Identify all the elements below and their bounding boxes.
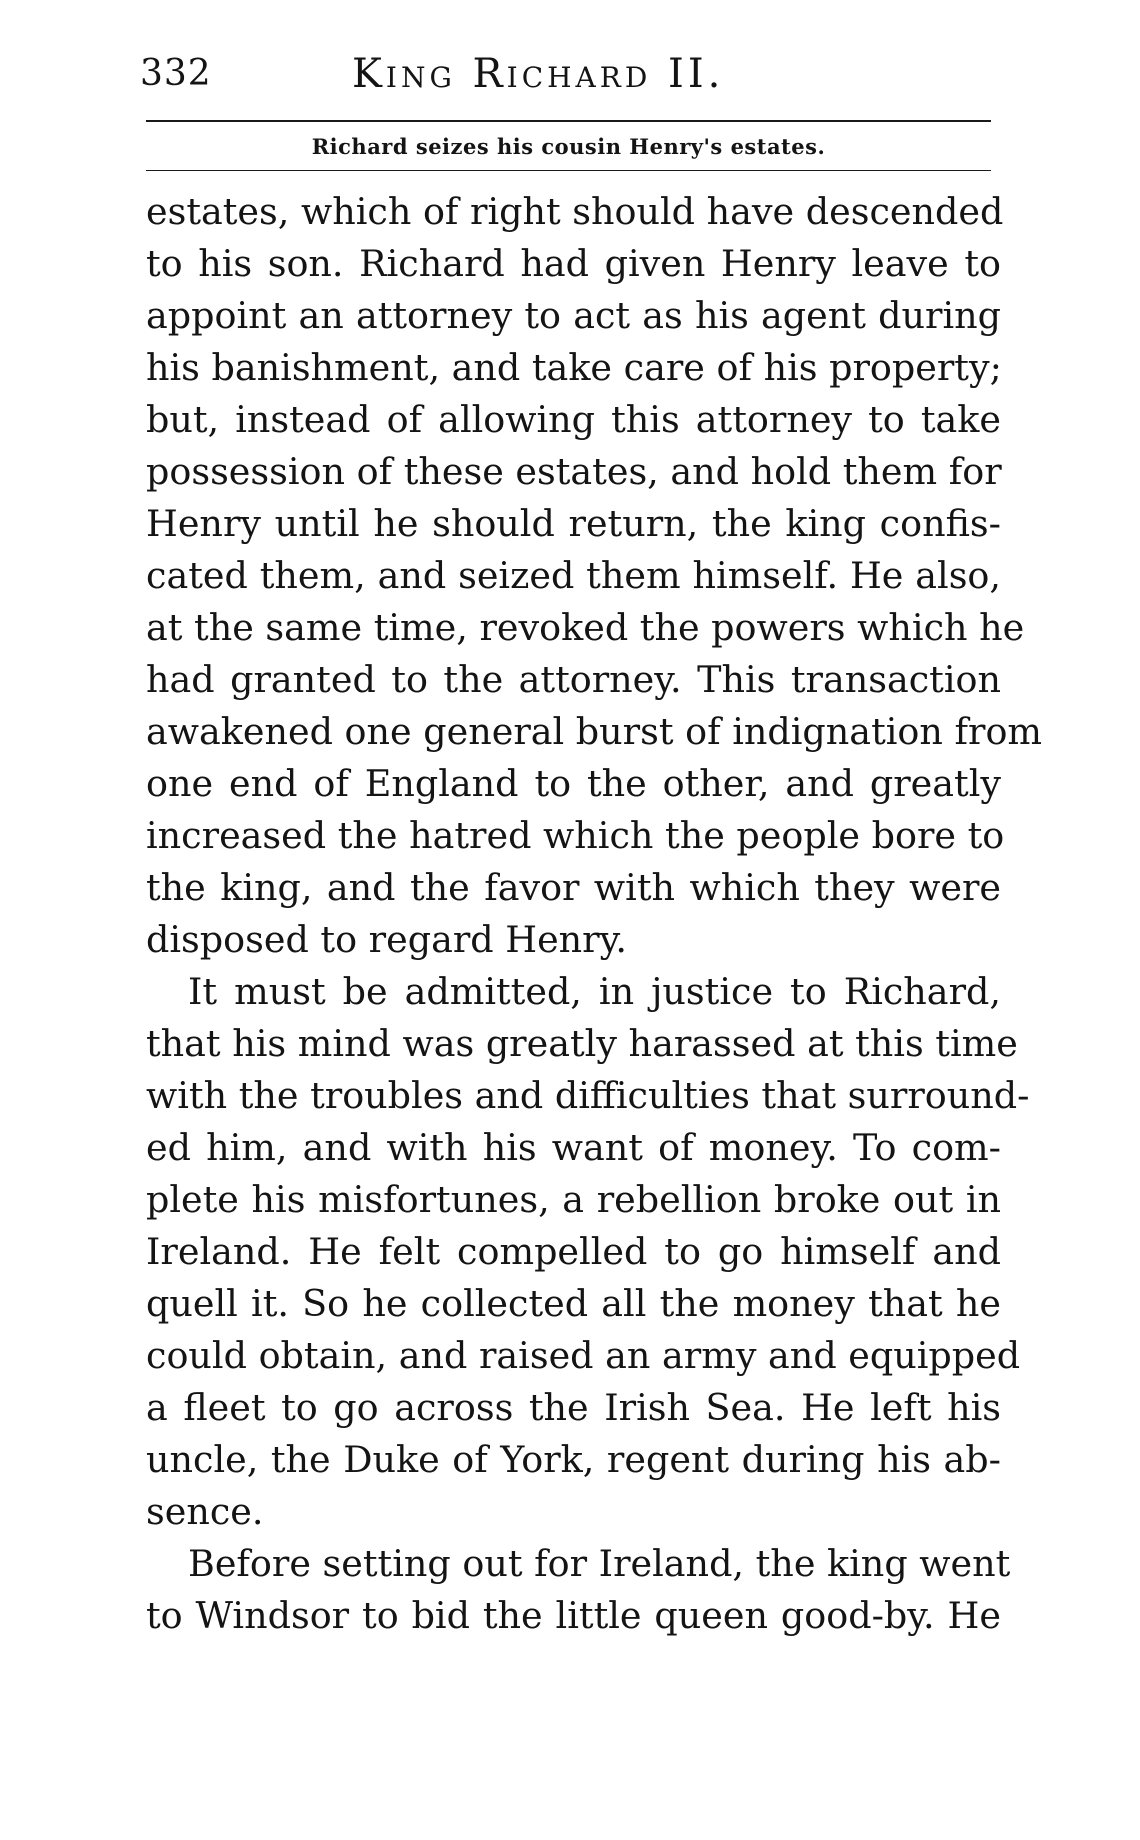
- header-rule-bottom: [146, 170, 991, 171]
- text-line: disposed to regard Henry.: [146, 918, 628, 961]
- body-text: [146, 186, 1043, 1642]
- text-line: but, instead of allowing this attorney to take: [146, 398, 1001, 441]
- page-header: [140, 52, 995, 112]
- text-line: sence.: [146, 1490, 264, 1533]
- text-line: estates, which of right should have descended: [146, 190, 1004, 233]
- text-line: It must be admitted, in justice to Richard,: [188, 970, 1001, 1013]
- text-line: plete his misfortunes, a rebellion broke out in: [146, 1178, 1001, 1221]
- text-line: Ireland. He felt compelled to go himself and: [146, 1230, 1001, 1273]
- text-line: ed him, and with his want of money. To com-: [146, 1126, 1001, 1169]
- text-line: uncle, the Duke of York, regent during his ab-: [146, 1438, 1001, 1481]
- text-line: awakened one general burst of indignation from: [146, 710, 1043, 753]
- text-line: to Windsor to bid the little queen good-by. He: [146, 1594, 1001, 1637]
- text-line: to his son. Richard had given Henry leave to: [146, 242, 1001, 285]
- text-line: could obtain, and raised an army and equipped: [146, 1334, 1021, 1377]
- text-line: at the same time, revoked the powers which he: [146, 606, 1025, 649]
- text-line: cated them, and seized them himself. He also,: [146, 554, 1001, 597]
- text-line: his banishment, and take care of his property;: [146, 346, 1002, 389]
- text-line: quell it. So he collected all the money that he: [146, 1282, 1001, 1325]
- text-line: appoint an attorney to act as his agent during: [146, 294, 1001, 337]
- header-rule-top: [146, 120, 991, 122]
- text-line: one end of England to the other, and greatly: [146, 762, 1001, 805]
- text-line: that his mind was greatly harassed at this time: [146, 1022, 1018, 1065]
- text-line: a fleet to go across the Irish Sea. He left his: [146, 1386, 1001, 1429]
- text-line: had granted to the attorney. This transaction: [146, 658, 1001, 701]
- section-subheading: Richard seizes his cousin Henry's estates.: [311, 134, 826, 159]
- text-line: Henry until he should return, the king confis-: [146, 502, 1001, 545]
- running-title: King Richard II.: [352, 51, 725, 97]
- text-line: Before setting out for Ireland, the king went: [188, 1542, 1011, 1585]
- text-line: with the troubles and difficulties that surround-: [146, 1074, 1030, 1117]
- text-line: the king, and the favor with which they were: [146, 866, 1001, 909]
- text-line: increased the hatred which the people bore to: [146, 814, 1005, 857]
- page-number: 332: [140, 53, 212, 94]
- text-line: possession of these estates, and hold them for: [146, 450, 1002, 493]
